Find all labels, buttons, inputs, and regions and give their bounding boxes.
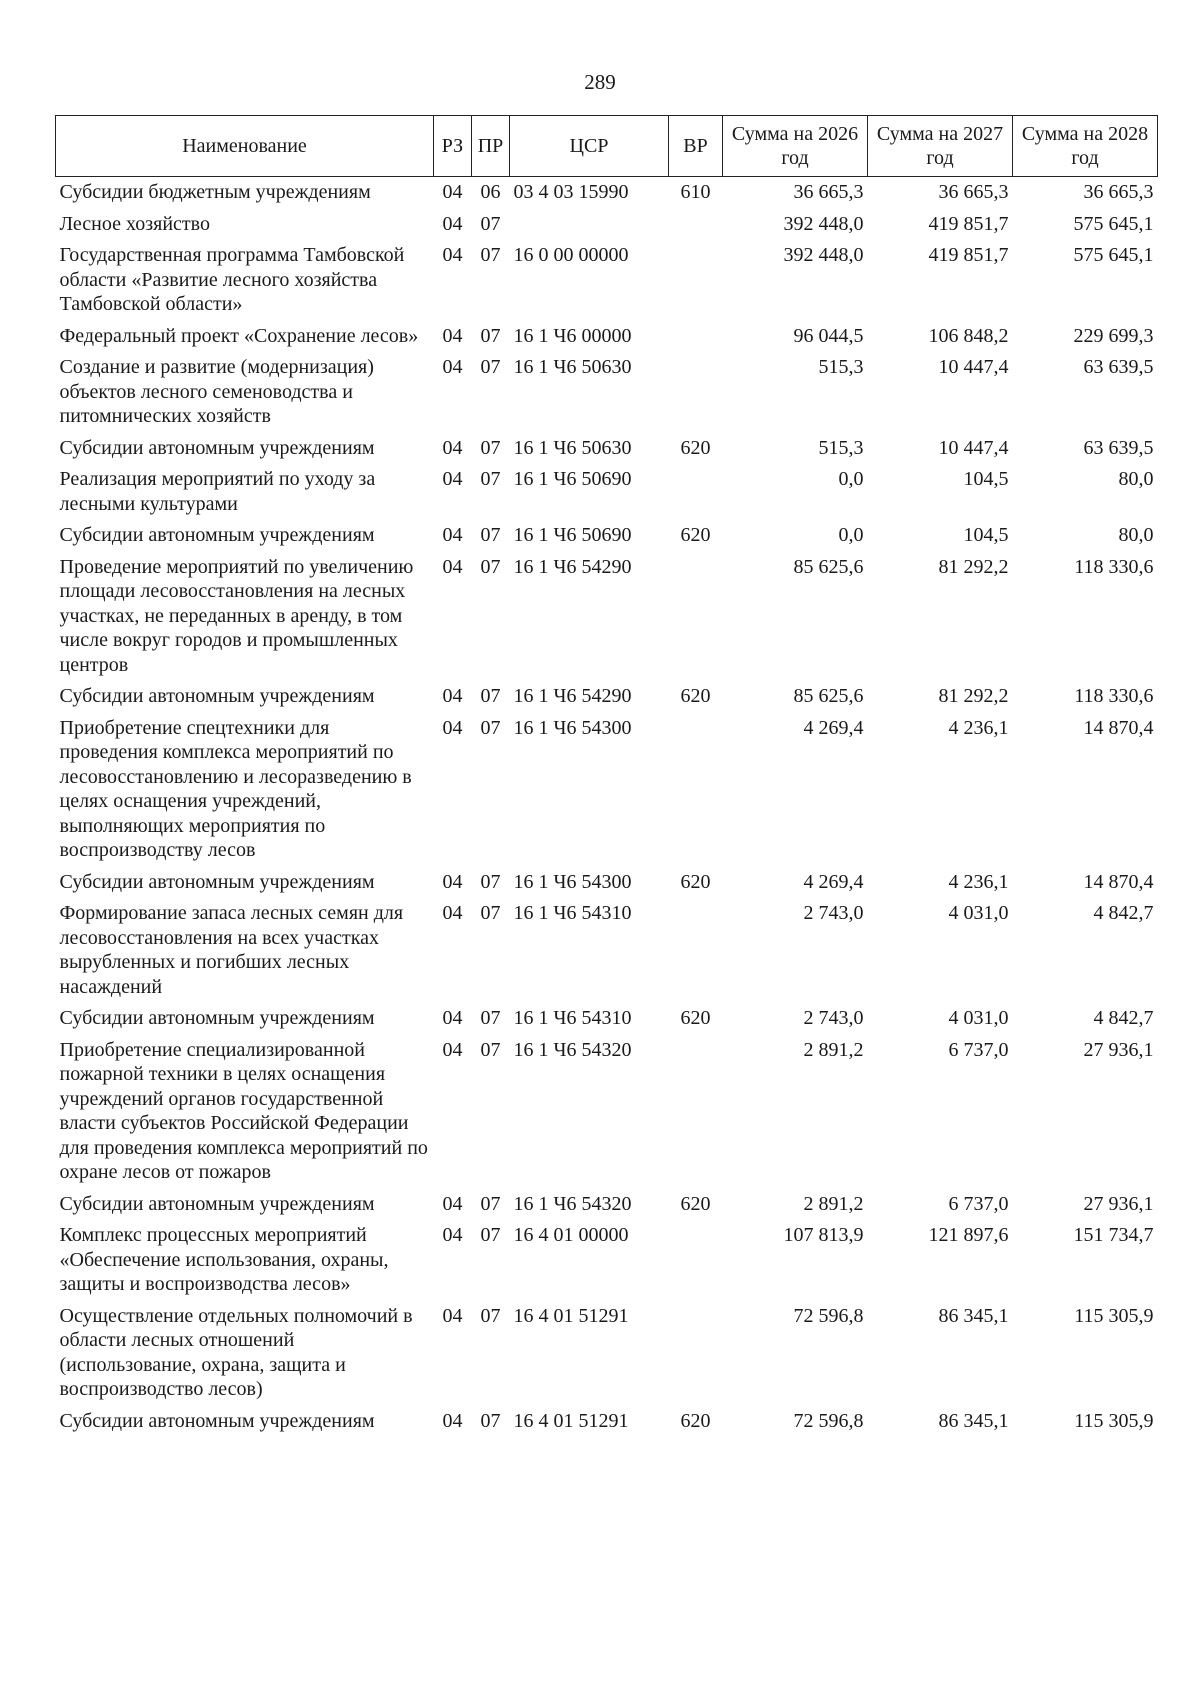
cell-sum-2027: 419 851,7 xyxy=(928,244,1009,266)
cell-sum-2027: 10 447,4 xyxy=(938,436,1009,459)
cell-vr xyxy=(669,321,723,353)
table-row xyxy=(56,352,1158,433)
cell-pr: 07 xyxy=(480,1224,501,1246)
cell-sum-2027: 81 292,2 xyxy=(938,685,1009,707)
header-name: Наименование xyxy=(56,116,434,177)
table-row xyxy=(56,433,1158,465)
table-row xyxy=(56,867,1158,899)
cell-sum-2027: 4 236,1 xyxy=(948,716,1009,739)
cell-sum-2028: 27 936,1 xyxy=(1083,1192,1154,1215)
cell-sum-2026: 392 448,0 xyxy=(783,244,864,266)
header-pr: ПР xyxy=(472,116,510,177)
cell-rz: 04 xyxy=(442,1038,463,1061)
cell-vr xyxy=(669,552,723,682)
cell-vr: 620 xyxy=(680,524,711,546)
cell-sum-2027: 6 737,0 xyxy=(948,1192,1009,1215)
table-row xyxy=(56,552,1158,682)
cell-rz: 04 xyxy=(442,212,463,235)
header-vr: ВР xyxy=(669,116,723,177)
table-row xyxy=(56,1406,1158,1438)
cell-sum-2028: 4 842,7 xyxy=(1093,1007,1154,1029)
cell-sum-2028: 118 330,6 xyxy=(1074,685,1154,707)
cell-sum-2026: 72 596,8 xyxy=(793,1409,864,1432)
cell-sum-2027: 4 031,0 xyxy=(948,1007,1009,1029)
table-row xyxy=(56,713,1158,867)
cell-pr: 07 xyxy=(480,870,501,893)
cell-sum-2027: 4 031,0 xyxy=(948,902,1009,924)
cell-sum-2028: 14 870,4 xyxy=(1083,716,1154,739)
budget-table xyxy=(55,115,1158,1437)
cell-pr: 07 xyxy=(480,356,501,378)
cell-vr: 620 xyxy=(680,870,711,893)
cell-name: Субсидии автономным учреждениям xyxy=(59,1007,375,1029)
cell-name: Субсидии автономным учреждениям xyxy=(59,436,375,459)
table-row xyxy=(56,681,1158,713)
table-row xyxy=(56,1035,1158,1189)
cell-csr: 16 1 Ч6 50690 xyxy=(513,524,632,546)
cell-sum-2028: 229 699,3 xyxy=(1073,324,1154,347)
cell-sum-2027: 6 737,0 xyxy=(948,1038,1009,1061)
header-sum-2028: Сумма на 2028 год xyxy=(1013,116,1158,177)
cell-name: Субсидии автономным учреждениям xyxy=(59,524,375,546)
cell-vr: 620 xyxy=(680,1409,711,1432)
cell-rz: 04 xyxy=(442,468,463,490)
cell-vr xyxy=(669,1035,723,1189)
cell-vr xyxy=(669,713,723,867)
cell-csr: 16 4 01 51291 xyxy=(513,1409,629,1432)
cell-pr: 07 xyxy=(480,1304,501,1327)
cell-sum-2027: 104,5 xyxy=(963,468,1009,490)
cell-sum-2027: 121 897,6 xyxy=(928,1224,1009,1246)
cell-sum-2028: 80,0 xyxy=(1118,524,1154,546)
cell-rz: 04 xyxy=(442,1304,463,1327)
cell-csr: 16 4 01 51291 xyxy=(513,1304,629,1327)
cell-name: Субсидии автономным учреждениям xyxy=(59,1192,375,1215)
cell-sum-2028: 575 645,1 xyxy=(1073,212,1154,235)
cell-vr: 620 xyxy=(680,685,711,707)
cell-vr: 610 xyxy=(680,181,711,203)
cell-rz: 04 xyxy=(442,1007,463,1029)
table-row xyxy=(56,177,1158,209)
cell-rz: 04 xyxy=(442,181,463,203)
cell-vr xyxy=(669,898,723,1003)
cell-pr: 07 xyxy=(480,1007,501,1029)
cell-sum-2027: 36 665,3 xyxy=(938,181,1009,203)
cell-rz: 04 xyxy=(442,1409,463,1432)
cell-pr: 07 xyxy=(480,524,501,546)
cell-sum-2027: 86 345,1 xyxy=(938,1304,1009,1327)
cell-sum-2026: 36 665,3 xyxy=(793,181,864,203)
cell-csr: 03 4 03 15990 xyxy=(513,181,629,203)
cell-sum-2026: 392 448,0 xyxy=(783,212,864,235)
table-row xyxy=(56,1003,1158,1035)
cell-name: Субсидии автономным учреждениям xyxy=(59,1409,375,1432)
header-sum-2026: Сумма на 2026 год xyxy=(723,116,868,177)
cell-sum-2026: 96 044,5 xyxy=(793,324,864,347)
table-row xyxy=(56,520,1158,552)
cell-pr: 07 xyxy=(480,324,501,347)
cell-sum-2028: 63 639,5 xyxy=(1083,356,1154,378)
cell-name: Комплекс процессных мероприятий «Обеспечение использования, охраны, защиты и воспроизводства лесов» xyxy=(59,1224,389,1295)
table-row xyxy=(56,209,1158,241)
cell-pr: 07 xyxy=(480,902,501,924)
cell-name: Лесное хозяйство xyxy=(59,212,210,235)
table-row xyxy=(56,464,1158,520)
cell-sum-2028: 115 305,9 xyxy=(1074,1409,1154,1432)
cell-vr xyxy=(669,1301,723,1406)
cell-pr: 07 xyxy=(480,716,501,739)
cell-sum-2026: 0,0 xyxy=(838,468,864,490)
cell-sum-2028: 118 330,6 xyxy=(1074,555,1154,578)
table-row xyxy=(56,1220,1158,1301)
cell-vr xyxy=(669,209,723,241)
cell-rz: 04 xyxy=(442,685,463,707)
cell-sum-2028: 14 870,4 xyxy=(1083,870,1154,893)
cell-csr: 16 1 Ч6 50630 xyxy=(513,436,632,459)
cell-sum-2026: 4 269,4 xyxy=(803,870,864,893)
table-row xyxy=(56,240,1158,321)
cell-pr: 07 xyxy=(480,1409,501,1432)
cell-sum-2027: 81 292,2 xyxy=(938,555,1009,578)
cell-sum-2027: 10 447,4 xyxy=(938,356,1009,378)
cell-csr: 16 4 01 00000 xyxy=(513,1224,629,1246)
cell-name: Создание и развитие (модернизация) объектов лесного семеноводства и питомнических хозяйств xyxy=(59,356,374,427)
cell-vr xyxy=(669,352,723,433)
cell-name: Субсидии автономным учреждениям xyxy=(59,870,375,893)
cell-rz: 04 xyxy=(442,244,463,266)
cell-rz: 04 xyxy=(442,524,463,546)
cell-sum-2028: 80,0 xyxy=(1118,468,1154,490)
cell-csr: 16 1 Ч6 54300 xyxy=(513,716,632,739)
cell-vr: 620 xyxy=(680,436,711,459)
cell-pr: 07 xyxy=(480,468,501,490)
cell-vr: 620 xyxy=(680,1192,711,1215)
cell-csr: 16 1 Ч6 50630 xyxy=(513,356,632,378)
cell-name: Осуществление отдельных полномочий в области лесных отношений (использование, охрана, защита и воспроизводство лесов) xyxy=(59,1304,413,1400)
cell-rz: 04 xyxy=(442,555,463,578)
cell-sum-2027: 86 345,1 xyxy=(938,1409,1009,1432)
cell-pr: 06 xyxy=(480,181,501,203)
cell-sum-2028: 36 665,3 xyxy=(1083,181,1154,203)
cell-csr: 16 1 Ч6 54290 xyxy=(513,685,632,707)
cell-csr: 16 1 Ч6 00000 xyxy=(513,324,632,347)
table-row xyxy=(56,1301,1158,1406)
cell-vr xyxy=(669,1220,723,1301)
cell-csr: 16 1 Ч6 54300 xyxy=(513,870,632,893)
cell-pr: 07 xyxy=(480,436,501,459)
cell-rz: 04 xyxy=(442,716,463,739)
cell-csr: 16 1 Ч6 54320 xyxy=(513,1192,632,1215)
page-number: 289 xyxy=(584,70,616,94)
cell-sum-2028: 4 842,7 xyxy=(1093,902,1154,924)
cell-name: Формирование запаса лесных семян для лесовосстановления на всех участках вырубленных и погибших лесных насаждений xyxy=(59,902,404,998)
header-rz: РЗ xyxy=(434,116,472,177)
cell-name: Реализация мероприятий по уходу за лесными культурами xyxy=(59,468,376,515)
cell-sum-2026: 2 891,2 xyxy=(803,1192,864,1215)
cell-sum-2026: 2 743,0 xyxy=(803,902,864,924)
cell-sum-2026: 0,0 xyxy=(838,524,864,546)
cell-csr: 16 1 Ч6 54310 xyxy=(513,902,632,924)
cell-rz: 04 xyxy=(442,436,463,459)
cell-vr: 620 xyxy=(680,1007,711,1029)
header-csr: ЦСР xyxy=(510,116,669,177)
cell-sum-2026: 515,3 xyxy=(818,436,864,459)
cell-sum-2026: 4 269,4 xyxy=(803,716,864,739)
table-row xyxy=(56,898,1158,1003)
cell-sum-2028: 63 639,5 xyxy=(1083,436,1154,459)
cell-csr: 16 1 Ч6 54310 xyxy=(513,1007,632,1029)
cell-rz: 04 xyxy=(442,356,463,378)
cell-pr: 07 xyxy=(480,685,501,707)
cell-name: Приобретение специализированной пожарной техники в целях оснащения учреждений органов государственной власти субъектов Российской Федерации для проведения комплекса мероприятий по охране лесов от пожаров xyxy=(59,1038,428,1183)
cell-pr: 07 xyxy=(480,212,501,235)
cell-sum-2028: 575 645,1 xyxy=(1073,244,1154,266)
cell-sum-2027: 104,5 xyxy=(963,524,1009,546)
cell-csr: 16 0 00 00000 xyxy=(513,244,629,266)
cell-sum-2028: 115 305,9 xyxy=(1074,1304,1154,1327)
cell-csr xyxy=(510,209,669,241)
cell-sum-2026: 85 625,6 xyxy=(793,685,864,707)
cell-rz: 04 xyxy=(442,870,463,893)
cell-sum-2027: 4 236,1 xyxy=(948,870,1009,893)
cell-csr: 16 1 Ч6 50690 xyxy=(513,468,632,490)
cell-sum-2026: 2 891,2 xyxy=(803,1038,864,1061)
cell-sum-2026: 107 813,9 xyxy=(783,1224,864,1246)
cell-pr: 07 xyxy=(480,1038,501,1061)
header-sum-2027: Сумма на 2027 год xyxy=(868,116,1013,177)
cell-name: Федеральный проект «Сохранение лесов» xyxy=(59,324,419,347)
cell-name: Проведение мероприятий по увеличению площади лесовосстановления на лесных участках, не переданных в аренду, в том числе вокруг городов и промышленных центров xyxy=(59,555,414,676)
cell-sum-2027: 419 851,7 xyxy=(928,212,1009,235)
cell-name: Приобретение спецтехники для проведения комплекса мероприятий по лесовосстановлению и лесоразведению в целях оснащения учреждений, выполняющих мероприятия по воспроизводству лесов xyxy=(59,716,412,861)
cell-sum-2026: 72 596,8 xyxy=(793,1304,864,1327)
cell-pr: 07 xyxy=(480,1192,501,1215)
table-header xyxy=(56,116,1158,177)
cell-vr xyxy=(669,240,723,321)
table-row xyxy=(56,1189,1158,1221)
cell-sum-2028: 27 936,1 xyxy=(1083,1038,1154,1061)
cell-rz: 04 xyxy=(442,324,463,347)
cell-name: Субсидии автономным учреждениям xyxy=(59,685,375,707)
cell-name: Государственная программа Тамбовской области «Развитие лесного хозяйства Тамбовской области» xyxy=(59,244,405,315)
cell-rz: 04 xyxy=(442,1192,463,1215)
cell-rz: 04 xyxy=(442,1224,463,1246)
cell-sum-2026: 515,3 xyxy=(818,356,864,378)
cell-pr: 07 xyxy=(480,244,501,266)
cell-csr: 16 1 Ч6 54320 xyxy=(513,1038,632,1061)
cell-name: Субсидии бюджетным учреждениям xyxy=(59,181,371,203)
cell-sum-2027: 106 848,2 xyxy=(928,324,1009,347)
cell-sum-2026: 2 743,0 xyxy=(803,1007,864,1029)
table-row xyxy=(56,321,1158,353)
cell-sum-2026: 85 625,6 xyxy=(793,555,864,578)
cell-sum-2028: 151 734,7 xyxy=(1073,1224,1154,1246)
cell-csr: 16 1 Ч6 54290 xyxy=(513,555,632,578)
cell-vr xyxy=(669,464,723,520)
table-body xyxy=(56,177,1158,1438)
cell-rz: 04 xyxy=(442,902,463,924)
cell-pr: 07 xyxy=(480,555,501,578)
